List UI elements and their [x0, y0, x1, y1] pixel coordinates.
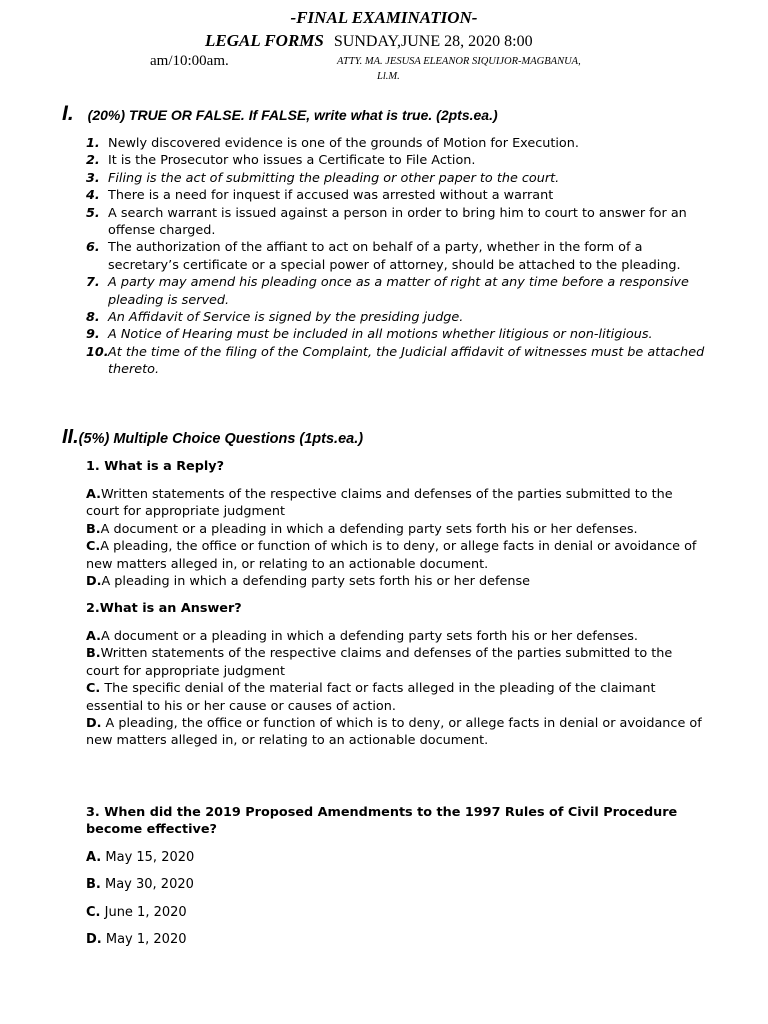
option-c: [86, 538, 706, 573]
instructor-line-1: ATTY. MA. JESUSA ELEANOR SIQUIJOR-MAGBANUA,: [337, 56, 581, 67]
list-item: [86, 187, 706, 204]
instructor-name: [337, 54, 717, 84]
option-text: Written statements of the respective claims and defenses of the parties submitted to the court for appropriate judgment: [86, 646, 673, 679]
question-3: [86, 804, 706, 839]
item-text: Newly discovered evidence is one of the grounds of Motion for Execution.: [108, 136, 579, 151]
item-number: 8.: [86, 310, 100, 326]
list-item: [86, 326, 706, 343]
list-item: [86, 152, 706, 169]
item-text: A Notice of Hearing must be included in all motions whether litigious or non-litigious.: [108, 327, 653, 343]
item-text: There is a need for inquest if accused was arrested without a warrant: [108, 188, 554, 204]
option-letter: B.: [86, 877, 101, 892]
section-2-number: II.: [62, 426, 79, 448]
option-a: [86, 486, 706, 521]
item-text: At the time of the filing of the Complaint, the Judicial affidavit of witnesses must be attached thereto.: [108, 344, 705, 378]
item-number: 10.: [86, 344, 109, 360]
option-b: [86, 521, 706, 538]
list-item: [86, 239, 706, 274]
option-letter: A.: [86, 487, 102, 502]
subject-date-line: [205, 31, 533, 51]
list-item: [86, 170, 706, 187]
option-text: The specific denial of the material fact or facts alleged in the pleading of the claimant essential to his or her cause or causes of action.: [86, 681, 656, 714]
item-number: 4.: [86, 188, 100, 204]
option-text: A document or a pleading in which a defending party sets forth his or her defenses.: [101, 629, 638, 644]
option-b: [86, 877, 194, 892]
section-1-number: I.: [62, 102, 74, 125]
option-text: A document or a pleading in which a defending party sets forth his or her defenses.: [100, 521, 638, 537]
instructor-line-2: Ll.M.: [377, 71, 400, 82]
list-item: [86, 135, 706, 152]
option-letter: A.: [86, 850, 102, 865]
option-d: [86, 715, 706, 750]
question-1-text: 1. What is a Reply?: [86, 459, 225, 474]
question-2-options: [86, 628, 706, 750]
item-number: 1.: [86, 136, 100, 151]
option-b: [86, 645, 706, 680]
item-number: 6.: [86, 240, 100, 256]
option-a: [86, 850, 194, 865]
option-text: May 1, 2020: [101, 932, 187, 947]
option-text: May 15, 2020: [101, 850, 195, 865]
true-false-list: [86, 135, 706, 379]
option-d: [86, 932, 187, 947]
option-text: A pleading, the office or function of which is to deny, or allege facts in denial or avoidance of new matters alleged in, or relating to an actionable document.: [86, 539, 697, 572]
section-2-heading: [62, 426, 363, 449]
option-letter: B.: [86, 521, 101, 537]
option-letter: A.: [86, 629, 102, 644]
item-text: A search warrant is issued against a person in order to bring him to court to answer for an offense charged.: [108, 205, 687, 239]
option-letter: D.: [86, 932, 102, 947]
item-number: 7.: [86, 275, 100, 291]
item-text: An Affidavit of Service is signed by the presiding judge.: [108, 310, 464, 326]
option-text: A pleading, the office or function of which is to deny, or allege facts in denial or avoidance of new matters alleged in, or relating to an actionable document.: [86, 716, 702, 749]
subject-name: LEGAL FORMS: [205, 31, 324, 50]
option-d: [86, 573, 706, 590]
option-letter: D.: [86, 716, 102, 732]
option-c: [86, 680, 706, 715]
item-text: A party may amend his pleading once as a matter of right at any time before a responsive pleading is served.: [108, 275, 689, 308]
option-letter: C.: [86, 905, 101, 920]
option-text: Written statements of the respective claims and defenses of the parties submitted to the court for appropriate judgment: [86, 487, 673, 520]
list-item: [86, 344, 706, 379]
exam-title: -FINAL EXAMINATION-: [290, 8, 478, 27]
item-number: 3.: [86, 170, 100, 186]
option-text: June 1, 2020: [100, 905, 187, 920]
option-a: [86, 628, 706, 645]
question-2: [86, 600, 706, 617]
option-letter: B.: [86, 646, 101, 662]
section-1-title: (20%) TRUE OR FALSE. If FALSE, write what is true. (2pts.ea.): [87, 107, 498, 123]
item-text: The authorization of the affiant to act on behalf of a party, whether in the form of a secretary’s certificate or a special power of attorney, should be attached to the pleading.: [108, 240, 681, 273]
list-item: [86, 274, 706, 309]
question-2-text: 2.What is an Answer?: [86, 601, 242, 616]
item-number: 9.: [86, 327, 100, 343]
exam-time: am/10:00am.: [150, 53, 229, 69]
list-item: [86, 309, 706, 326]
option-letter: D.: [86, 574, 102, 590]
question-1-options: [86, 486, 706, 590]
section-2-title: (5%) Multiple Choice Questions (1pts.ea.): [78, 431, 364, 447]
question-3-text: 3. When did the 2019 Proposed Amendments to the 1997 Rules of Civil Procedure become effective?: [86, 805, 678, 838]
option-c: [86, 905, 187, 920]
option-letter: C.: [86, 539, 101, 555]
item-number: 5.: [86, 205, 100, 221]
item-number: 2.: [86, 153, 100, 169]
item-text: Filing is the act of submitting the pleading or other paper to the court.: [108, 170, 560, 186]
exam-date: SUNDAY,JUNE 28, 2020 8:00: [333, 33, 533, 50]
option-letter: C.: [86, 681, 101, 697]
option-text: A pleading in which a defending party sets forth his or her defense: [101, 574, 530, 590]
item-text: It is the Prosecutor who issues a Certificate to File Action.: [108, 153, 476, 169]
option-text: May 30, 2020: [100, 877, 194, 892]
section-1-heading: [62, 102, 498, 126]
question-1: [86, 458, 706, 475]
list-item: [86, 205, 706, 240]
